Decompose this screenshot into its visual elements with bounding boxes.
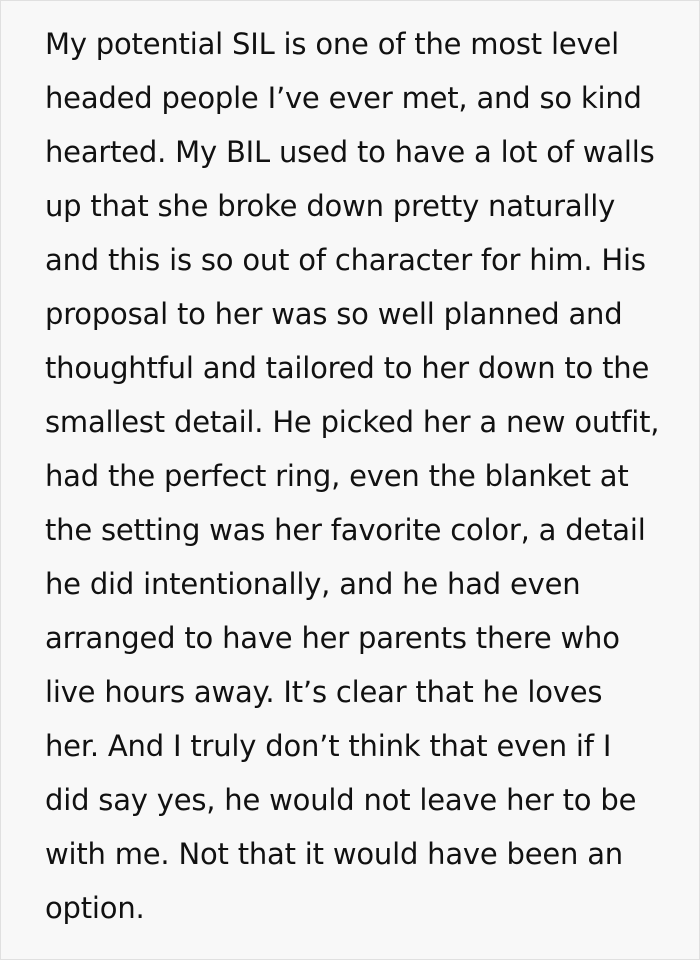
text-line: with me. Not that it would have been an: [45, 837, 623, 871]
text-line: headed people I’ve ever met, and so kind: [45, 81, 642, 115]
text-line: thoughtful and tailored to her down to the: [45, 351, 650, 385]
text-line: hearted. My BIL used to have a lot of walls: [45, 135, 655, 169]
text-line: live hours away. It’s clear that he loves: [45, 675, 603, 709]
text-line: did say yes, he would not leave her to be: [45, 783, 637, 817]
text-line: had the perfect ring, even the blanket at: [45, 459, 629, 493]
text-line: he did intentionally, and he had even: [45, 567, 581, 601]
text-line: the setting was her favorite color, a detail: [45, 513, 646, 547]
text-line: arranged to have her parents there who: [45, 621, 620, 655]
post-paragraph: [1, 1, 699, 935]
text-line: proposal to her was so well planned and: [45, 297, 623, 331]
text-line: smallest detail. He picked her a new outfit,: [45, 405, 660, 439]
text-line: and this is so out of character for him. His: [45, 243, 646, 277]
text-line: up that she broke down pretty naturally: [45, 189, 616, 223]
text-line: option.: [45, 891, 145, 925]
text-line: her. And I truly don’t think that even if I: [45, 729, 612, 763]
text-line: My potential SIL is one of the most level: [45, 27, 619, 61]
